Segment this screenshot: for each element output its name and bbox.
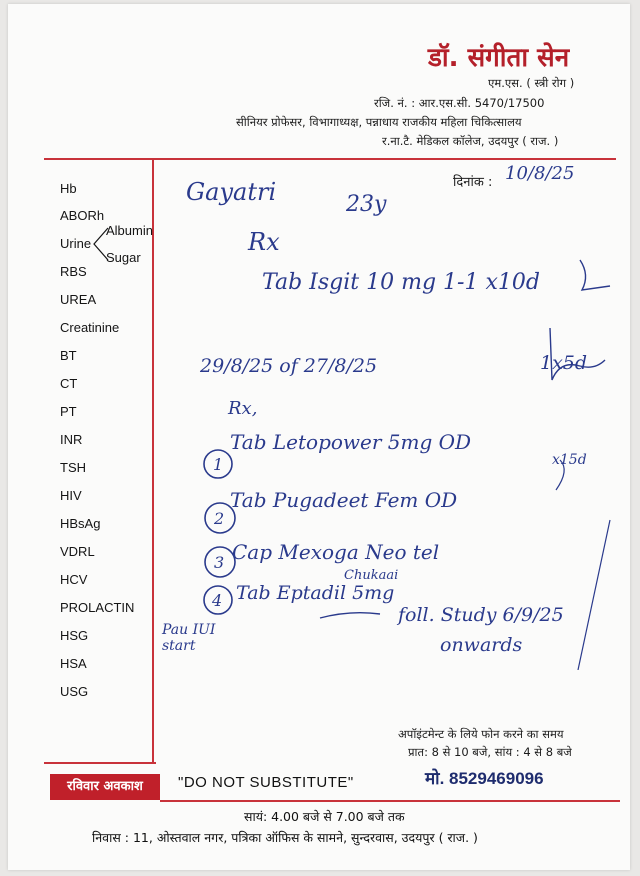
test-bt: BT	[60, 348, 77, 363]
test-urine: Urine	[60, 236, 92, 251]
rx-note-right-2: x15d	[552, 452, 587, 468]
follow-up-onwards: onwards	[440, 634, 523, 656]
svg-text:2: 2	[214, 509, 225, 528]
sidebar-divider	[152, 160, 154, 762]
rx-label-2: Rx,	[228, 398, 258, 419]
mobile-number: मो. 8529469096	[425, 769, 544, 788]
test-inr: INR	[60, 432, 83, 447]
appointment-call-time: अपॉइंटमेन्ट के लिये फोन करने का समय	[398, 727, 564, 741]
date-value: 10/8/25	[505, 163, 575, 184]
test-albumin: Albumin	[106, 223, 153, 238]
handwriting-marks-icon	[260, 190, 630, 670]
svg-text:3: 3	[214, 553, 225, 572]
doctor-degree: एम.एस. ( स्त्री रोग )	[488, 76, 575, 90]
patient-name: Gayatri	[186, 178, 277, 206]
do-not-substitute: "DO NOT SUBSTITUTE"	[178, 774, 354, 791]
footer-divider	[160, 800, 620, 802]
test-usg: USG	[60, 684, 89, 699]
header-divider	[44, 158, 616, 160]
residence-address: निवास : 11, ओस्तवाल नगर, पत्रिका ऑफिस के सामने, सुन्दरवास, उदयपुर ( राज. )	[92, 830, 478, 845]
registration-number: रजि. नं. : आर.एस.सी. 5470/17500	[374, 96, 545, 110]
test-hbsag: HBsAg	[60, 516, 101, 531]
test-hcv: HCV	[60, 572, 88, 587]
test-hiv: HIV	[60, 488, 82, 503]
test-ct: CT	[60, 376, 78, 391]
test-creatinine: Creatinine	[60, 320, 120, 335]
rx-item-4-extra: Chukaai	[344, 568, 399, 583]
doctor-name: डॉ. संगीता सेन	[428, 43, 570, 73]
rx-item-4: Tab Eptadil 5mg	[236, 582, 395, 604]
rx-line-1: Tab Isgit 10 mg 1-1 x10d	[262, 270, 540, 295]
follow-up: foll. Study 6/9/25	[398, 604, 564, 626]
appointment-hours: प्रात: 8 से 10 बजे, सांय : 4 से 8 बजे	[408, 745, 572, 759]
rx-symbol: Rx	[248, 228, 280, 256]
rx-item-1: Tab Letopower 5mg OD	[230, 430, 472, 454]
college-name: र.ना.टै. मेडिकल कॉलेज, उदयपुर ( राज. )	[382, 134, 559, 148]
footer-divider-left	[44, 762, 156, 764]
svg-text:1: 1	[213, 455, 224, 474]
test-hb: Hb	[60, 181, 77, 196]
side-note: Pau IUI start	[162, 622, 216, 654]
test-rbs: RBS	[60, 264, 87, 279]
rx-item-3: Cap Mexoga Neo tel	[232, 540, 440, 564]
test-hsa: HSA	[60, 656, 87, 671]
sunday-holiday-badge: रविवार अवकाश	[50, 774, 160, 800]
date-label: दिनांक :	[453, 175, 493, 190]
rx-dates: 29/8/25 of 27/8/25	[200, 355, 378, 377]
doctor-position: सीनियर प्रोफेसर, विभागाध्यक्ष, पन्नाधाय राजकीय महिला चिकित्सालय	[236, 115, 522, 129]
evening-hours: सायं: 4.00 बजे से 7.00 बजे तक	[244, 809, 405, 824]
test-urea: UREA	[60, 292, 97, 307]
rx-note-right: 1x5d	[540, 352, 588, 374]
test-prolactin: PROLACTIN	[60, 600, 135, 615]
test-vdrl: VDRL	[60, 544, 95, 559]
patient-age: 23y	[346, 192, 387, 217]
test-tsh: TSH	[60, 460, 86, 475]
test-aborh: ABORh	[60, 208, 105, 223]
rx-item-2: Tab Pugadeet Fem OD	[230, 488, 458, 512]
test-hsg: HSG	[60, 628, 89, 643]
item-number-circles-icon	[196, 440, 256, 620]
test-sugar: Sugar	[106, 250, 141, 265]
svg-text:4: 4	[212, 591, 223, 610]
test-pt: PT	[60, 404, 77, 419]
